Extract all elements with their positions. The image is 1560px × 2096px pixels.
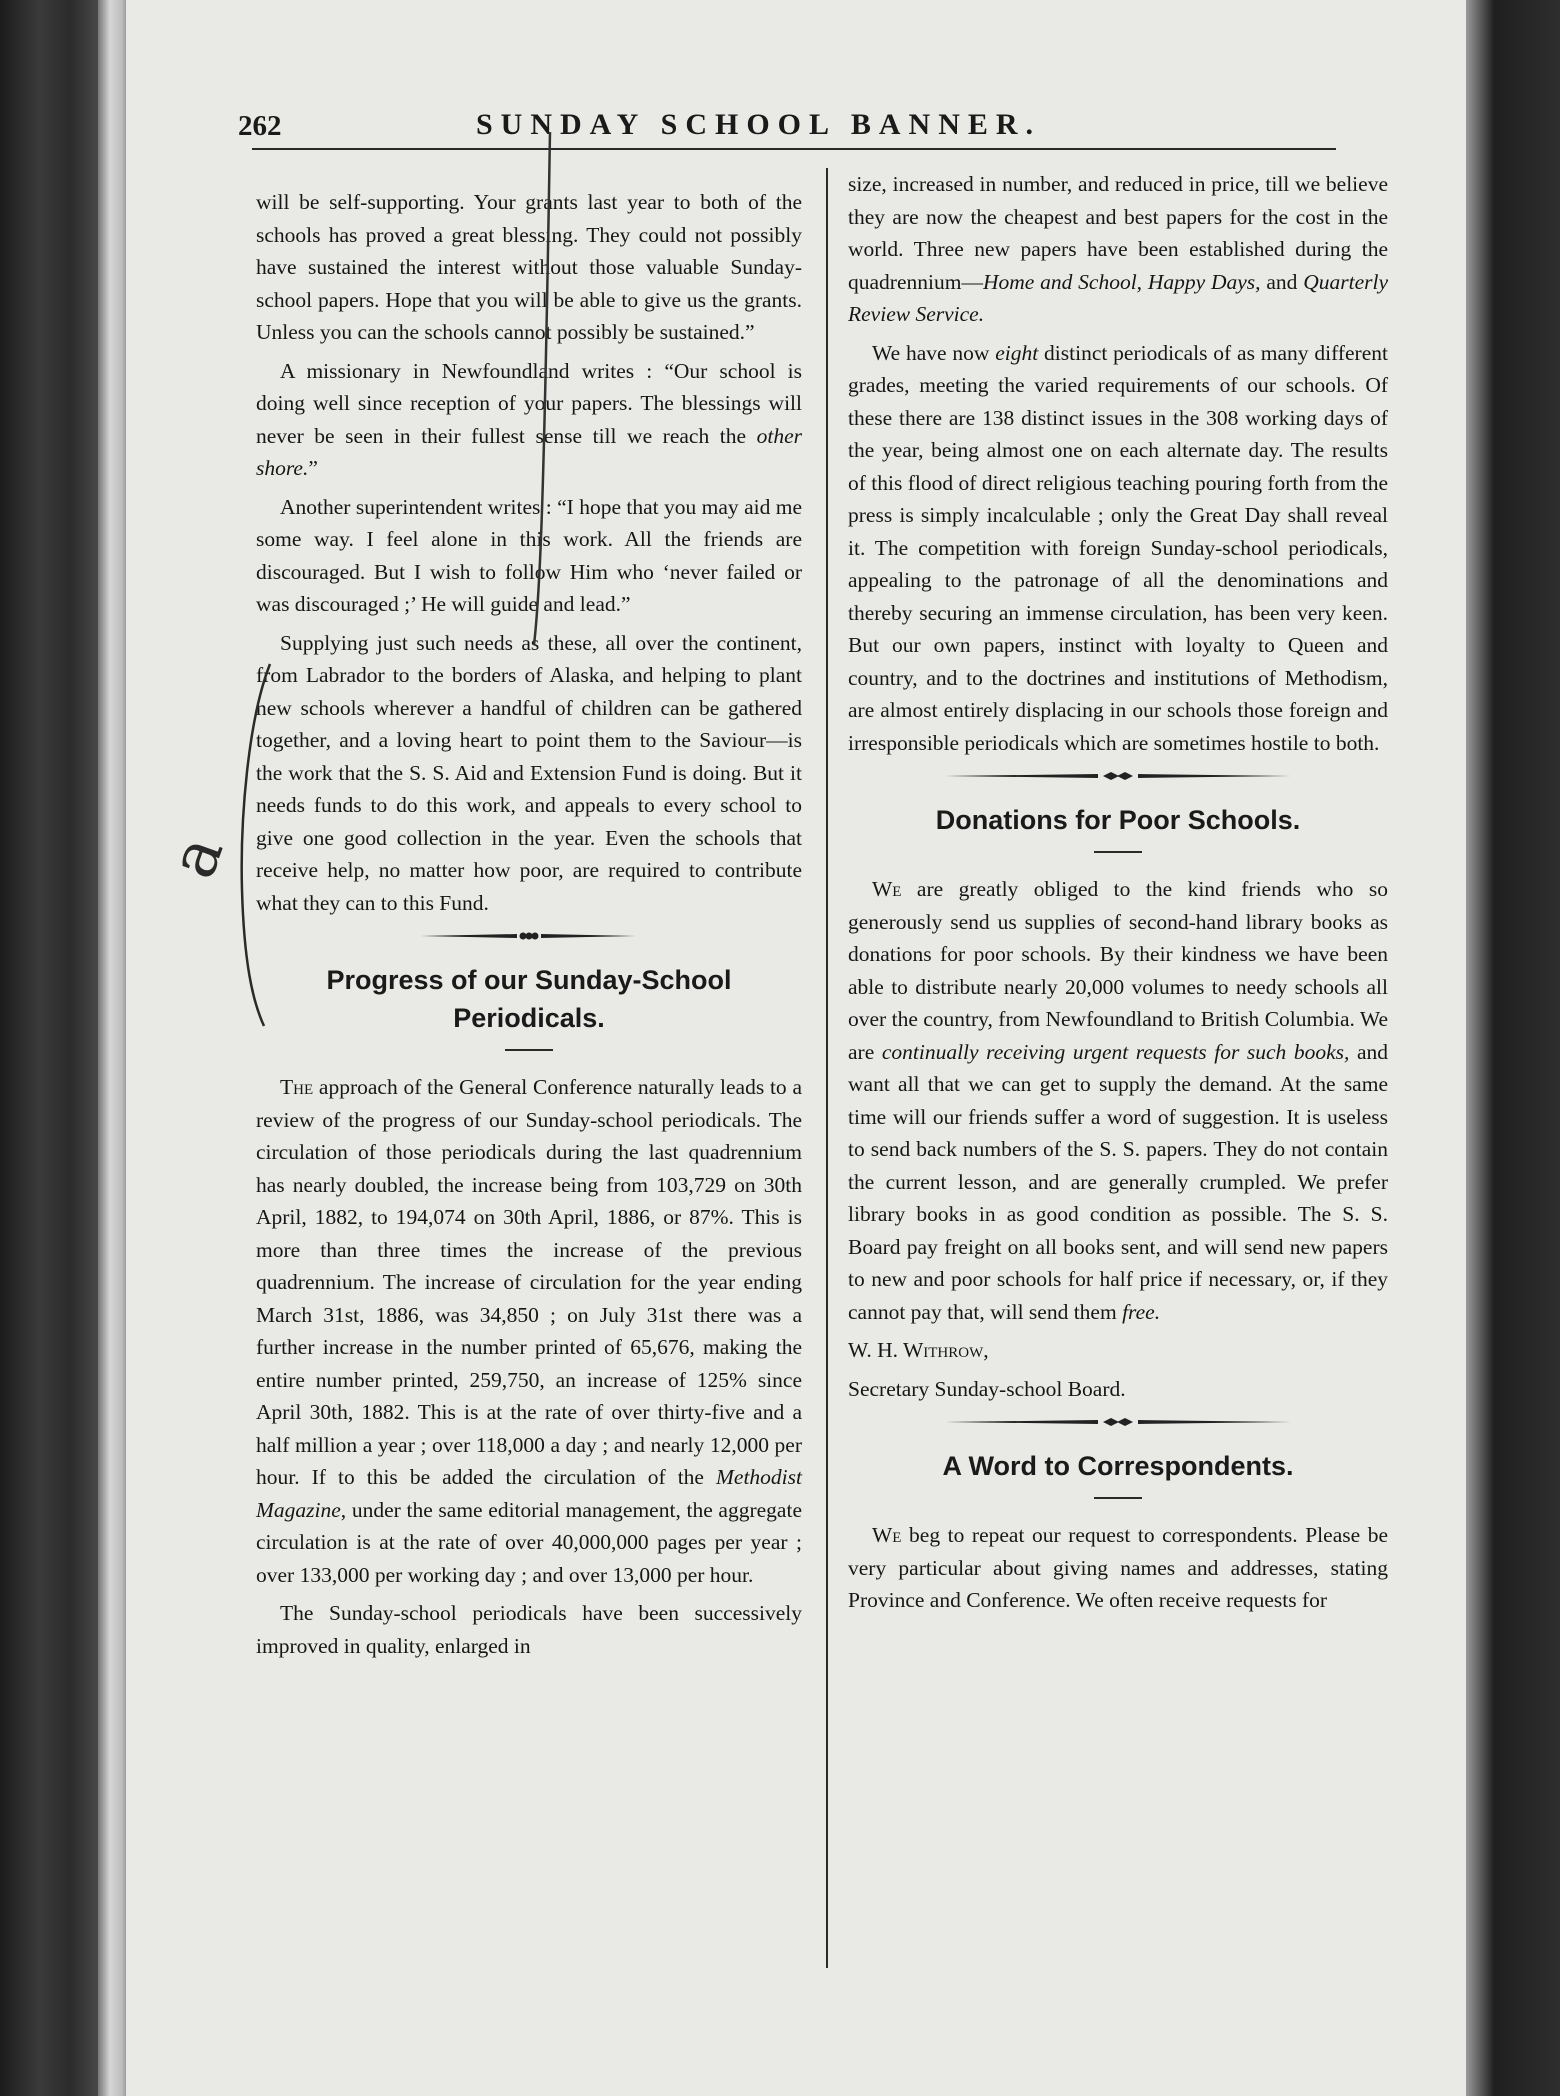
paragraph-aid-fund: Supplying just such needs as these, all over the continent, from Labrador to the borders of Alaska, and helping to plant new schools wherever a handful of children can be gathered together, and a loving heart to point them to the Saviour—is the work that the S. S. Aid and Extension Fund is doing. But it needs funds to do this work, and appeals to every school to give one good collection in the year. Even the schools that receive help, no matter how poor, are required to contribute what they can to this Fund.: [256, 630, 802, 915]
heading-rule: [1094, 1497, 1142, 1499]
page-stack-edge: [98, 0, 128, 2096]
section-ornament: [943, 1415, 1293, 1429]
heading-donations: Donations for Poor Schools.: [935, 805, 1301, 835]
page-number: 262: [238, 110, 282, 142]
paragraph-superintendent: Another superintendent writes : “I hope that you may aid me some way. I feel alone in this work. All the friends are discouraged. But I wish to follow Him who ‘never failed or was discouraged ;’ He will guide and lead.”: [256, 494, 802, 616]
right-page-edge: [1466, 0, 1560, 2096]
paragraph-eight-periodicals: We have now eight distinct periodicals of as many different grades, meeting the varied requirements of our schools. Of these there are 138 distinct issues in the 308 working days of the year, being almost one on each alternate day. The results of this flood of direct religious teaching pouring forth from the press is simply incalculable ; only the Great Day shall reveal it. The competition with foreign Sunday-school periodicals, appealing to the patronage of all the denominations and thereby securing an immense circulation, has been very keen. But our own papers, instinct with loyalty to Queen and country, and to the doctrines and institutions of Methodism, are almost entirely displacing in our schools those foreign and irresponsible periodicals which are sometimes hostile to both.: [848, 340, 1388, 755]
header-rule: [252, 148, 1336, 150]
heading-rule: [1094, 851, 1142, 853]
heading-progress-periodicals: Progress of our Sunday-School Periodicals.: [326, 965, 732, 1033]
paragraph-newfoundland: A missionary in Newfoundland writes : “Our school is doing well since reception of your papers. The blessings will never be seen in their fullest sense till we reach the other shore.”: [256, 358, 802, 480]
section-ornament: [419, 929, 639, 943]
book-binding: [0, 0, 100, 2096]
paragraph-improved: The Sunday-school periodicals have been successively improved in quality, enlarged in: [256, 1601, 802, 1658]
running-title: SUNDAY SCHOOL BANNER.: [476, 108, 1042, 141]
pencil-vertical-stroke: [526, 130, 566, 650]
book-page: [126, 0, 1466, 2096]
paragraph-letter-continued: will be self-supporting. Your grants last year to both of the schools has proved a great blessing. They could not possibly have sustained the interest without those valuable Sunday-school papers. Hope that you will be able to give us the grants. Unless you can the schools cannot possibly be sustained.”: [256, 190, 802, 344]
signature-name: W. H. Withrow,: [848, 1338, 989, 1362]
paragraph-correspondents: We beg to repeat our request to correspondents. Please be very particular about giving names and addresses, stating Province and Conference. We often receive requests for: [848, 1523, 1388, 1612]
heading-correspondents: A Word to Correspondents.: [942, 1451, 1294, 1481]
paragraph-new-papers: size, increased in number, and reduced in price, till we believe they are now the cheapest and best papers for the cost in the world. Three new papers have been established during the quadrennium—Home and School, Happy Days, and Quarterly Review Service.: [848, 172, 1388, 326]
pencil-margin-letter: a: [155, 826, 239, 888]
signature-title: Secretary Sunday-school Board.: [848, 1376, 1126, 1401]
paragraph-circulation: The approach of the General Conference naturally leads to a review of the progress of our Sunday-school periodicals. The circulation of those periodicals during the last quadrennium has nearly doubled, the increase being from 103,729 on 30th April, 1882, to 194,074 on 30th April, 1886, or 87%. This is more than three times the increase of the previous quadrennium. The increase of circulation for the year ending March 31st, 1886, was 34,850 ; on July 31st there was a further increase in the number printed of 65,676, making the entire number printed, 259,750, an increase of 125% since April 30th, 1882. This is at the rate of over thirty-five and a half million a year ; over 118,000 a day ; and nearly 12,000 per hour. If to this be added the circulation of the Methodist Magazine, under the same editorial management, the aggregate circulation is at the rate of over 40,000,000 pages per year ; over 133,000 per working day ; and over 13,000 per hour.: [256, 1075, 802, 1587]
column-divider: [826, 168, 828, 1968]
section-ornament: [943, 769, 1293, 783]
heading-rule: [505, 1049, 553, 1051]
paragraph-donations: We are greatly obliged to the kind friends who so generously send us supplies of second-hand library books as donations for poor schools. By their kindness we have been able to distribute nearly 20,000 volumes to needy schools all over the country, from Newfoundland to British Columbia. We are continually receiving urgent requests for such books, and want all that we can get to supply the demand. At the same time will our friends suffer a word of suggestion. It is useless to send back numbers of the S. S. papers. They do not contain the current lesson, and are generally crumpled. We prefer library books in as good condition as possible. The S. S. Board pay freight on all books sent, and will send new papers to new and poor schools for half price if necessary, or, if they cannot pay that, will send them free.: [848, 877, 1389, 1324]
pencil-margin-bracket: [234, 660, 274, 1030]
right-column: [848, 168, 1388, 1623]
